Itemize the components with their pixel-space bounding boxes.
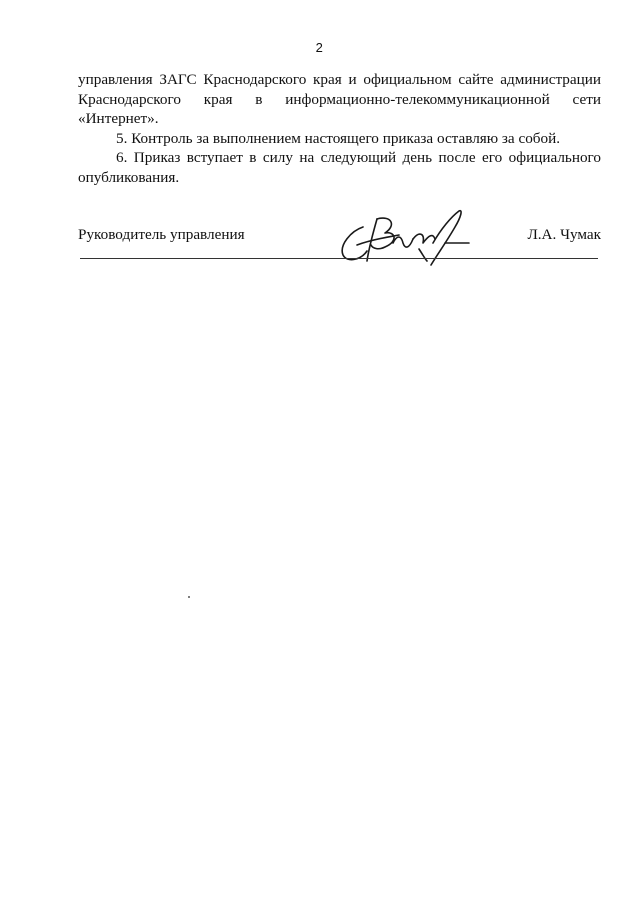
scan-speck: [188, 596, 190, 598]
paragraph-line: опубликования.: [78, 168, 180, 186]
paragraph-item-5: 5. Контроль за выполнением настоящего приказа оставляю за собой.: [116, 129, 561, 147]
paragraph-line: Краснодарского края в информационно-телекоммуникационной сети: [78, 90, 601, 108]
paragraph-line: «Интернет».: [78, 110, 159, 127]
paragraph-item-6: 6. Приказ вступает в силу на следующий день после его официального: [116, 149, 601, 166]
paragraph-line: управления ЗАГС Краснодарского края и официальном сайте администрации: [78, 71, 601, 88]
signer-name: Л.А. Чумак: [527, 226, 601, 243]
signature-underline: [80, 258, 598, 259]
signer-position: Руководитель управления: [78, 226, 245, 243]
page-number: 2: [315, 40, 324, 55]
document-body: [78, 70, 601, 187]
